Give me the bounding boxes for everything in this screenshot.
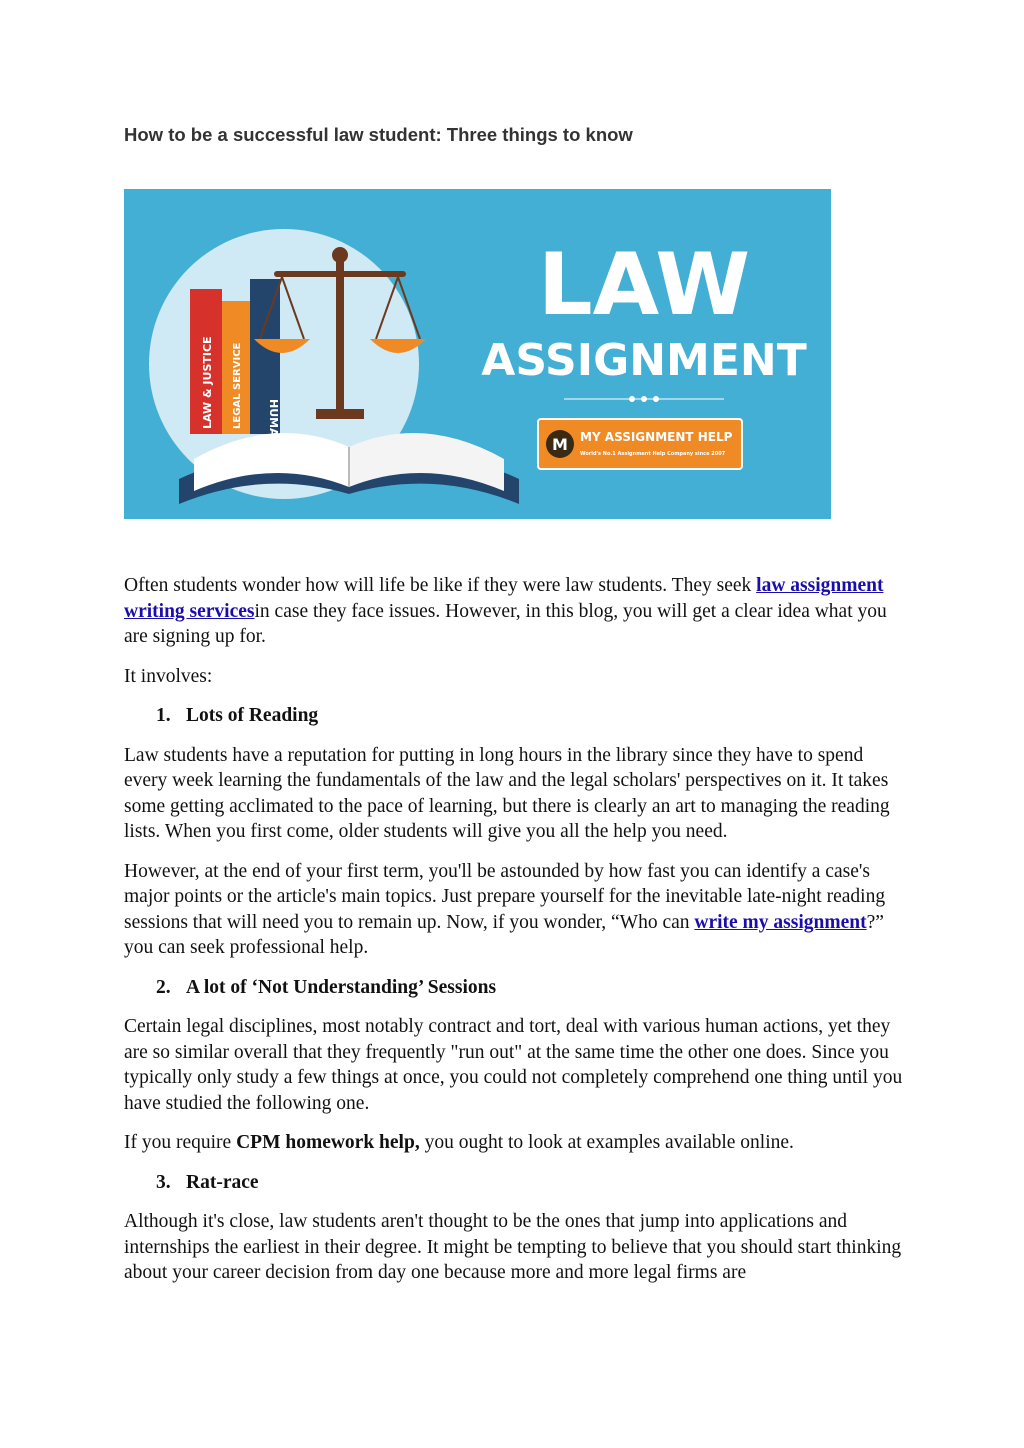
book2-label: LEGAL SERVICE bbox=[232, 342, 243, 429]
section-3-heading: 3. Rat-race bbox=[156, 1171, 259, 1193]
book1-label: LAW & JUSTICE bbox=[201, 336, 214, 429]
badge-tagline: World's No.1 Assignment Help Company since 2007 bbox=[580, 451, 726, 457]
article-body bbox=[124, 573, 904, 1300]
badge-logo-letter: M bbox=[552, 435, 568, 454]
section-3-paragraph-1: Although it's close, law students aren't thought to be the ones that jump into applications and internships the earliest in their degree. It might be tempting to believe that you should start thinking about your career decision from day one because more and more legal firms are bbox=[124, 1211, 902, 1283]
law-assignment-illustration bbox=[124, 189, 831, 519]
section-1-paragraph-2: However, at the end of your first term, you'll be astounded by how fast you can identify a case's major points or the article's main topics. Just prepare yourself for the inevitable late-night reading sessions that will need you to remain up. Now, if you wonder, “Who can write my assignment?” you can seek professional help. bbox=[124, 860, 886, 958]
section-2-paragraph-1: Certain legal disciplines, most notably contract and tort, deal with various human actions, yet they are so similar overall that they frequently "run out" at the same time the other one does. Since you typically only study a few things at once, you could not completely comprehend one thing until you have studied the following one. bbox=[124, 1016, 903, 1114]
brand-badge bbox=[538, 419, 742, 469]
hero-big-word: LAW bbox=[537, 235, 751, 335]
section-2-heading: 2. A lot of ‘Not Understanding’ Sessions bbox=[156, 976, 497, 998]
hero-sub-word: ASSIGNMENT bbox=[481, 335, 807, 386]
law-assignment-link[interactable]: law assignment writing services bbox=[124, 575, 884, 622]
intro-paragraph: Often students wonder how will life be like if they were law students. They seek law assignment writing servicesin case they face issues. However, in this blog, you will get a clear idea what you are signing up for. bbox=[124, 575, 887, 647]
badge-name: MY ASSIGNMENT HELP bbox=[580, 430, 733, 444]
hero-image bbox=[124, 189, 831, 519]
divider-ornament bbox=[564, 396, 724, 402]
page-title: How to be a successful law student: Three things to know bbox=[124, 124, 633, 145]
involves-text: It involves: bbox=[124, 665, 213, 687]
section-2-paragraph-2: If you require CPM homework help, you ought to look at examples available online. bbox=[124, 1132, 794, 1153]
section-1-paragraph-1: Law students have a reputation for putting in long hours in the library since they have to spend every week learning the fundamentals of the law and the legal scholars' perspectives on it. It takes some getting acclimated to the pace of learning, but there is clearly an art to managing the reading lists. When you first come, older students will give you all the help you need. bbox=[124, 744, 890, 842]
write-my-assignment-link[interactable]: write my assignment bbox=[694, 911, 867, 933]
section-1-heading: 1. Lots of Reading bbox=[156, 705, 319, 726]
